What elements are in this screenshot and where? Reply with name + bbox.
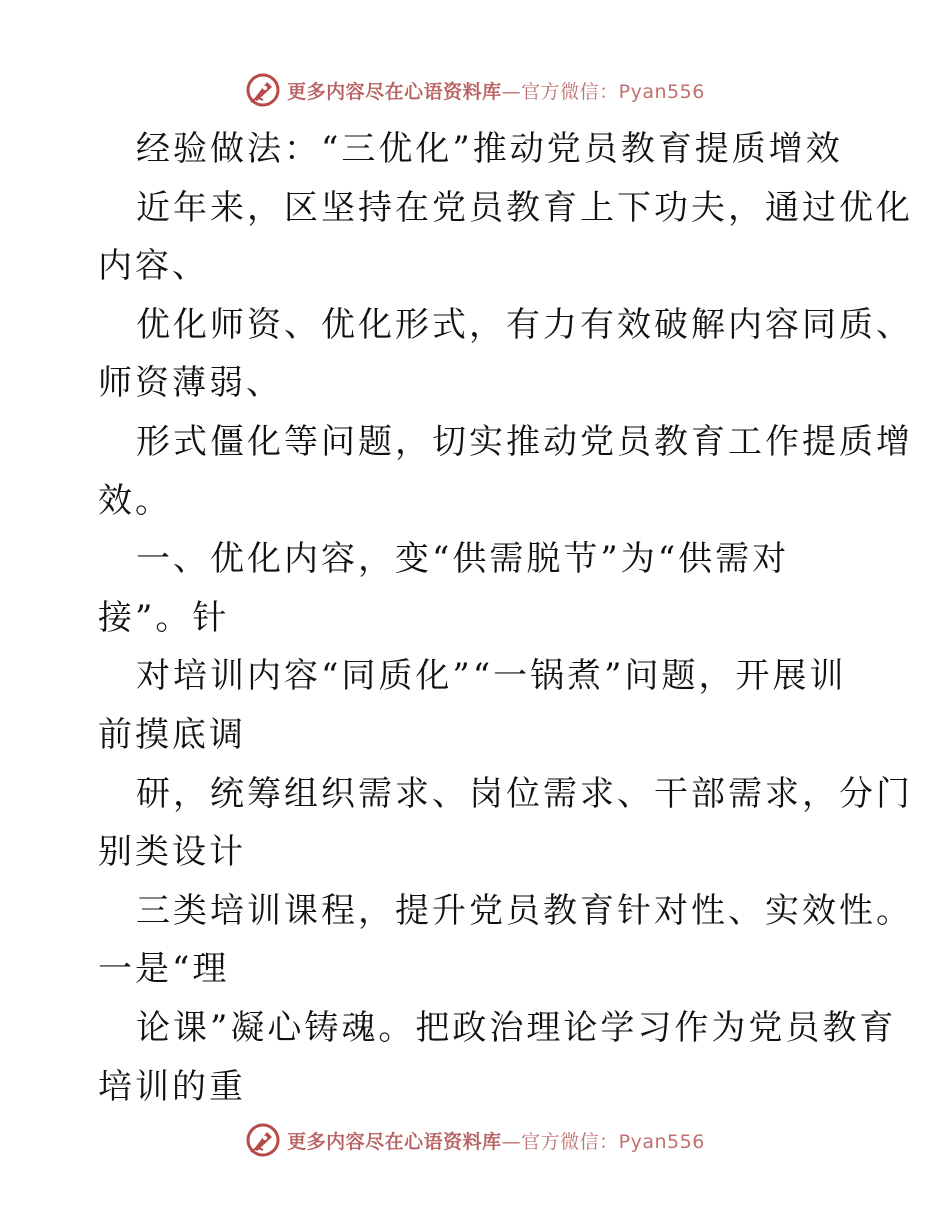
footer-watermark-text [287,1127,705,1154]
paragraph-line: 别类设计 [98,832,246,873]
paragraph-line: 培训的重 [98,1066,246,1107]
header-watermark-bold: 更多内容尽在心语资料库 [287,80,502,103]
document-body [98,120,913,1116]
paragraph-line: 效。 [98,480,172,521]
paragraph-line: 师资薄弱、 [98,363,283,404]
footer-watermark-rest: —官方微信：Pyan556 [501,1130,705,1153]
paragraph-line: 近年来，区坚持在党员教育上下功夫，通过优化 [136,187,913,228]
header-watermark-rest: —官方微信：Pyan556 [501,80,705,103]
document-title: 经验做法：“三优化”推动党员教育提质增效 [136,129,843,169]
paragraph-line: 接”。针 [98,597,230,638]
header-watermark-banner [0,70,950,110]
paragraph-line: 优化师资、优化形式，有力有效破解内容同质、 [136,304,913,345]
paragraph-line: 研，统筹组织需求、岗位需求、干部需求，分门 [136,773,913,814]
pen-nib-logo-icon [245,1122,281,1158]
header-watermark-text [287,77,705,104]
paragraph-line: 形式僵化等问题，切实推动党员教育工作提质增 [136,421,913,462]
footer-watermark-banner [0,1120,950,1160]
paragraph-line: 三类培训课程，提升党员教育针对性、实效性。 [136,890,913,931]
pen-nib-logo-icon [245,72,281,108]
paragraph-line: 对培训内容“同质化”“一锅煮”问题，开展训 [136,656,847,697]
paragraph-line: 前摸底调 [98,714,246,755]
paragraph-line: 内容、 [98,246,209,287]
footer-watermark-bold: 更多内容尽在心语资料库 [287,1130,502,1153]
paragraph-line: 论课”凝心铸魂。把政治理论学习作为党员教育 [136,1007,897,1048]
section-heading: 一、优化内容，变“供需脱节”为“供需对 [136,539,790,580]
paragraph-line: 一是“理 [98,949,230,990]
